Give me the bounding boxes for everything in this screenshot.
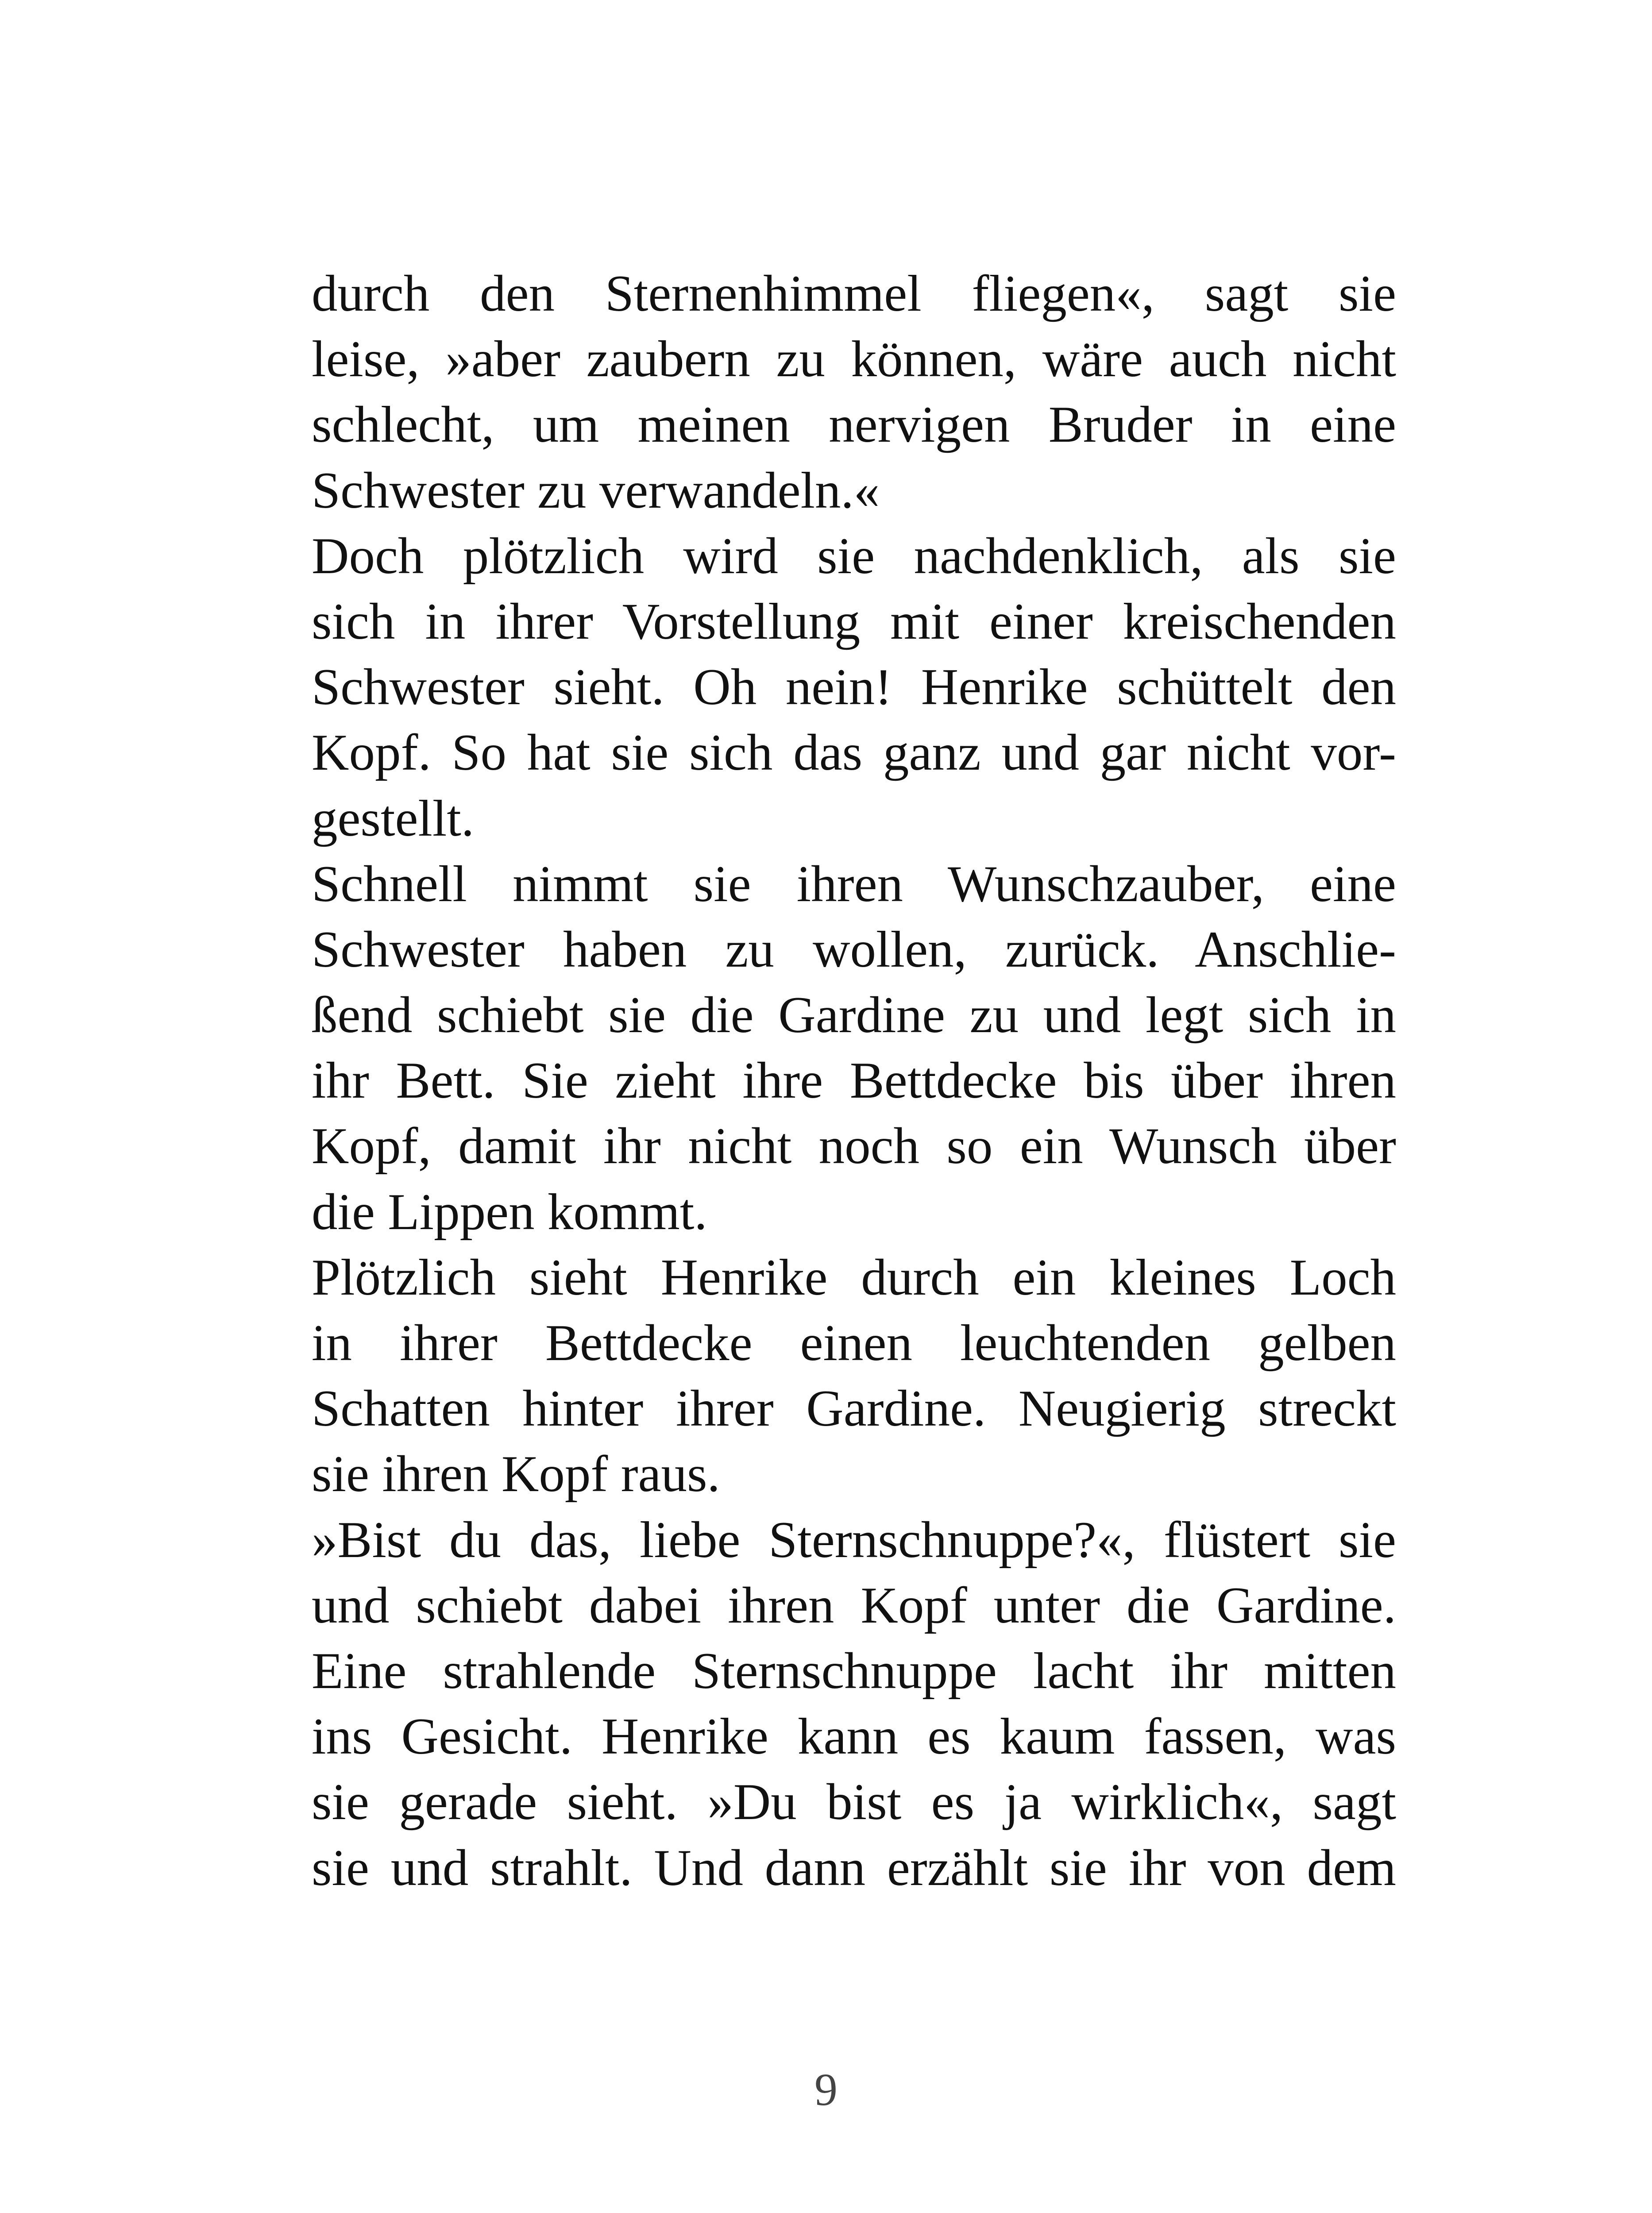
- text-line: die Lippen kommt.: [312, 1183, 707, 1241]
- text-line: in ihrer Bettdecke einen leuchtenden gelben: [312, 1315, 1396, 1372]
- text-line: schlecht, um meinen nervigen Bruder in eine: [312, 396, 1396, 454]
- text-line: sie ihren Kopf raus.: [312, 1446, 720, 1503]
- paragraph: [312, 1245, 1396, 1507]
- paragraph: [312, 524, 1396, 852]
- text-line: ßend schiebt sie die Gardine zu und legt sich in: [312, 987, 1396, 1044]
- text-line: sie gerade sieht. »Du bist es ja wirklich«, sagt: [312, 1773, 1396, 1831]
- text-line: Schwester sieht. Oh nein! Henrike schüttelt den: [312, 659, 1396, 716]
- text-line: sie und strahlt. Und dann erzählt sie ihr von dem: [312, 1839, 1396, 1897]
- text-line: leise, »aber zaubern zu können, wäre auch nicht: [312, 331, 1396, 388]
- page-number: 9: [814, 2064, 838, 2115]
- text-line: Schnell nimmt sie ihren Wunschzauber, eine: [312, 855, 1396, 913]
- text-line: Eine strahlende Sternschnuppe lacht ihr mitten: [312, 1642, 1396, 1700]
- text-line: Kopf, damit ihr nicht noch so ein Wunsch über: [312, 1118, 1396, 1175]
- text-line: sich in ihrer Vorstellung mit einer kreischenden: [312, 593, 1396, 650]
- text-line: ihr Bett. Sie zieht ihre Bettdecke bis über ihren: [312, 1052, 1396, 1110]
- text-line: durch den Sternenhimmel fliegen«, sagt sie: [312, 265, 1396, 322]
- text-line: »Bist du das, liebe Sternschnuppe?«, flüstert sie: [312, 1511, 1396, 1569]
- text-line: Schwester haben zu wollen, zurück. Anschlie-: [312, 921, 1396, 978]
- text-line: Kopf. So hat sie sich das ganz und gar nicht vor-: [312, 724, 1396, 782]
- text-line: Plötzlich sieht Henrike durch ein kleines Loch: [312, 1249, 1396, 1306]
- paragraph: [312, 1507, 1396, 1901]
- text-line: Doch plötzlich wird sie nachdenklich, als sie: [312, 527, 1396, 585]
- text-line: ins Gesicht. Henrike kann es kaum fassen, was: [312, 1708, 1396, 1766]
- body-text: [312, 261, 1396, 1901]
- text-line: Schwester zu verwandeln.«: [312, 462, 880, 519]
- paragraph: [312, 852, 1396, 1245]
- text-line: Schatten hinter ihrer Gardine. Neugierig streckt: [312, 1380, 1396, 1438]
- text-line: gestellt.: [312, 790, 475, 847]
- text-line: und schiebt dabei ihren Kopf unter die Gardine.: [312, 1577, 1396, 1634]
- paragraph: [312, 261, 1396, 524]
